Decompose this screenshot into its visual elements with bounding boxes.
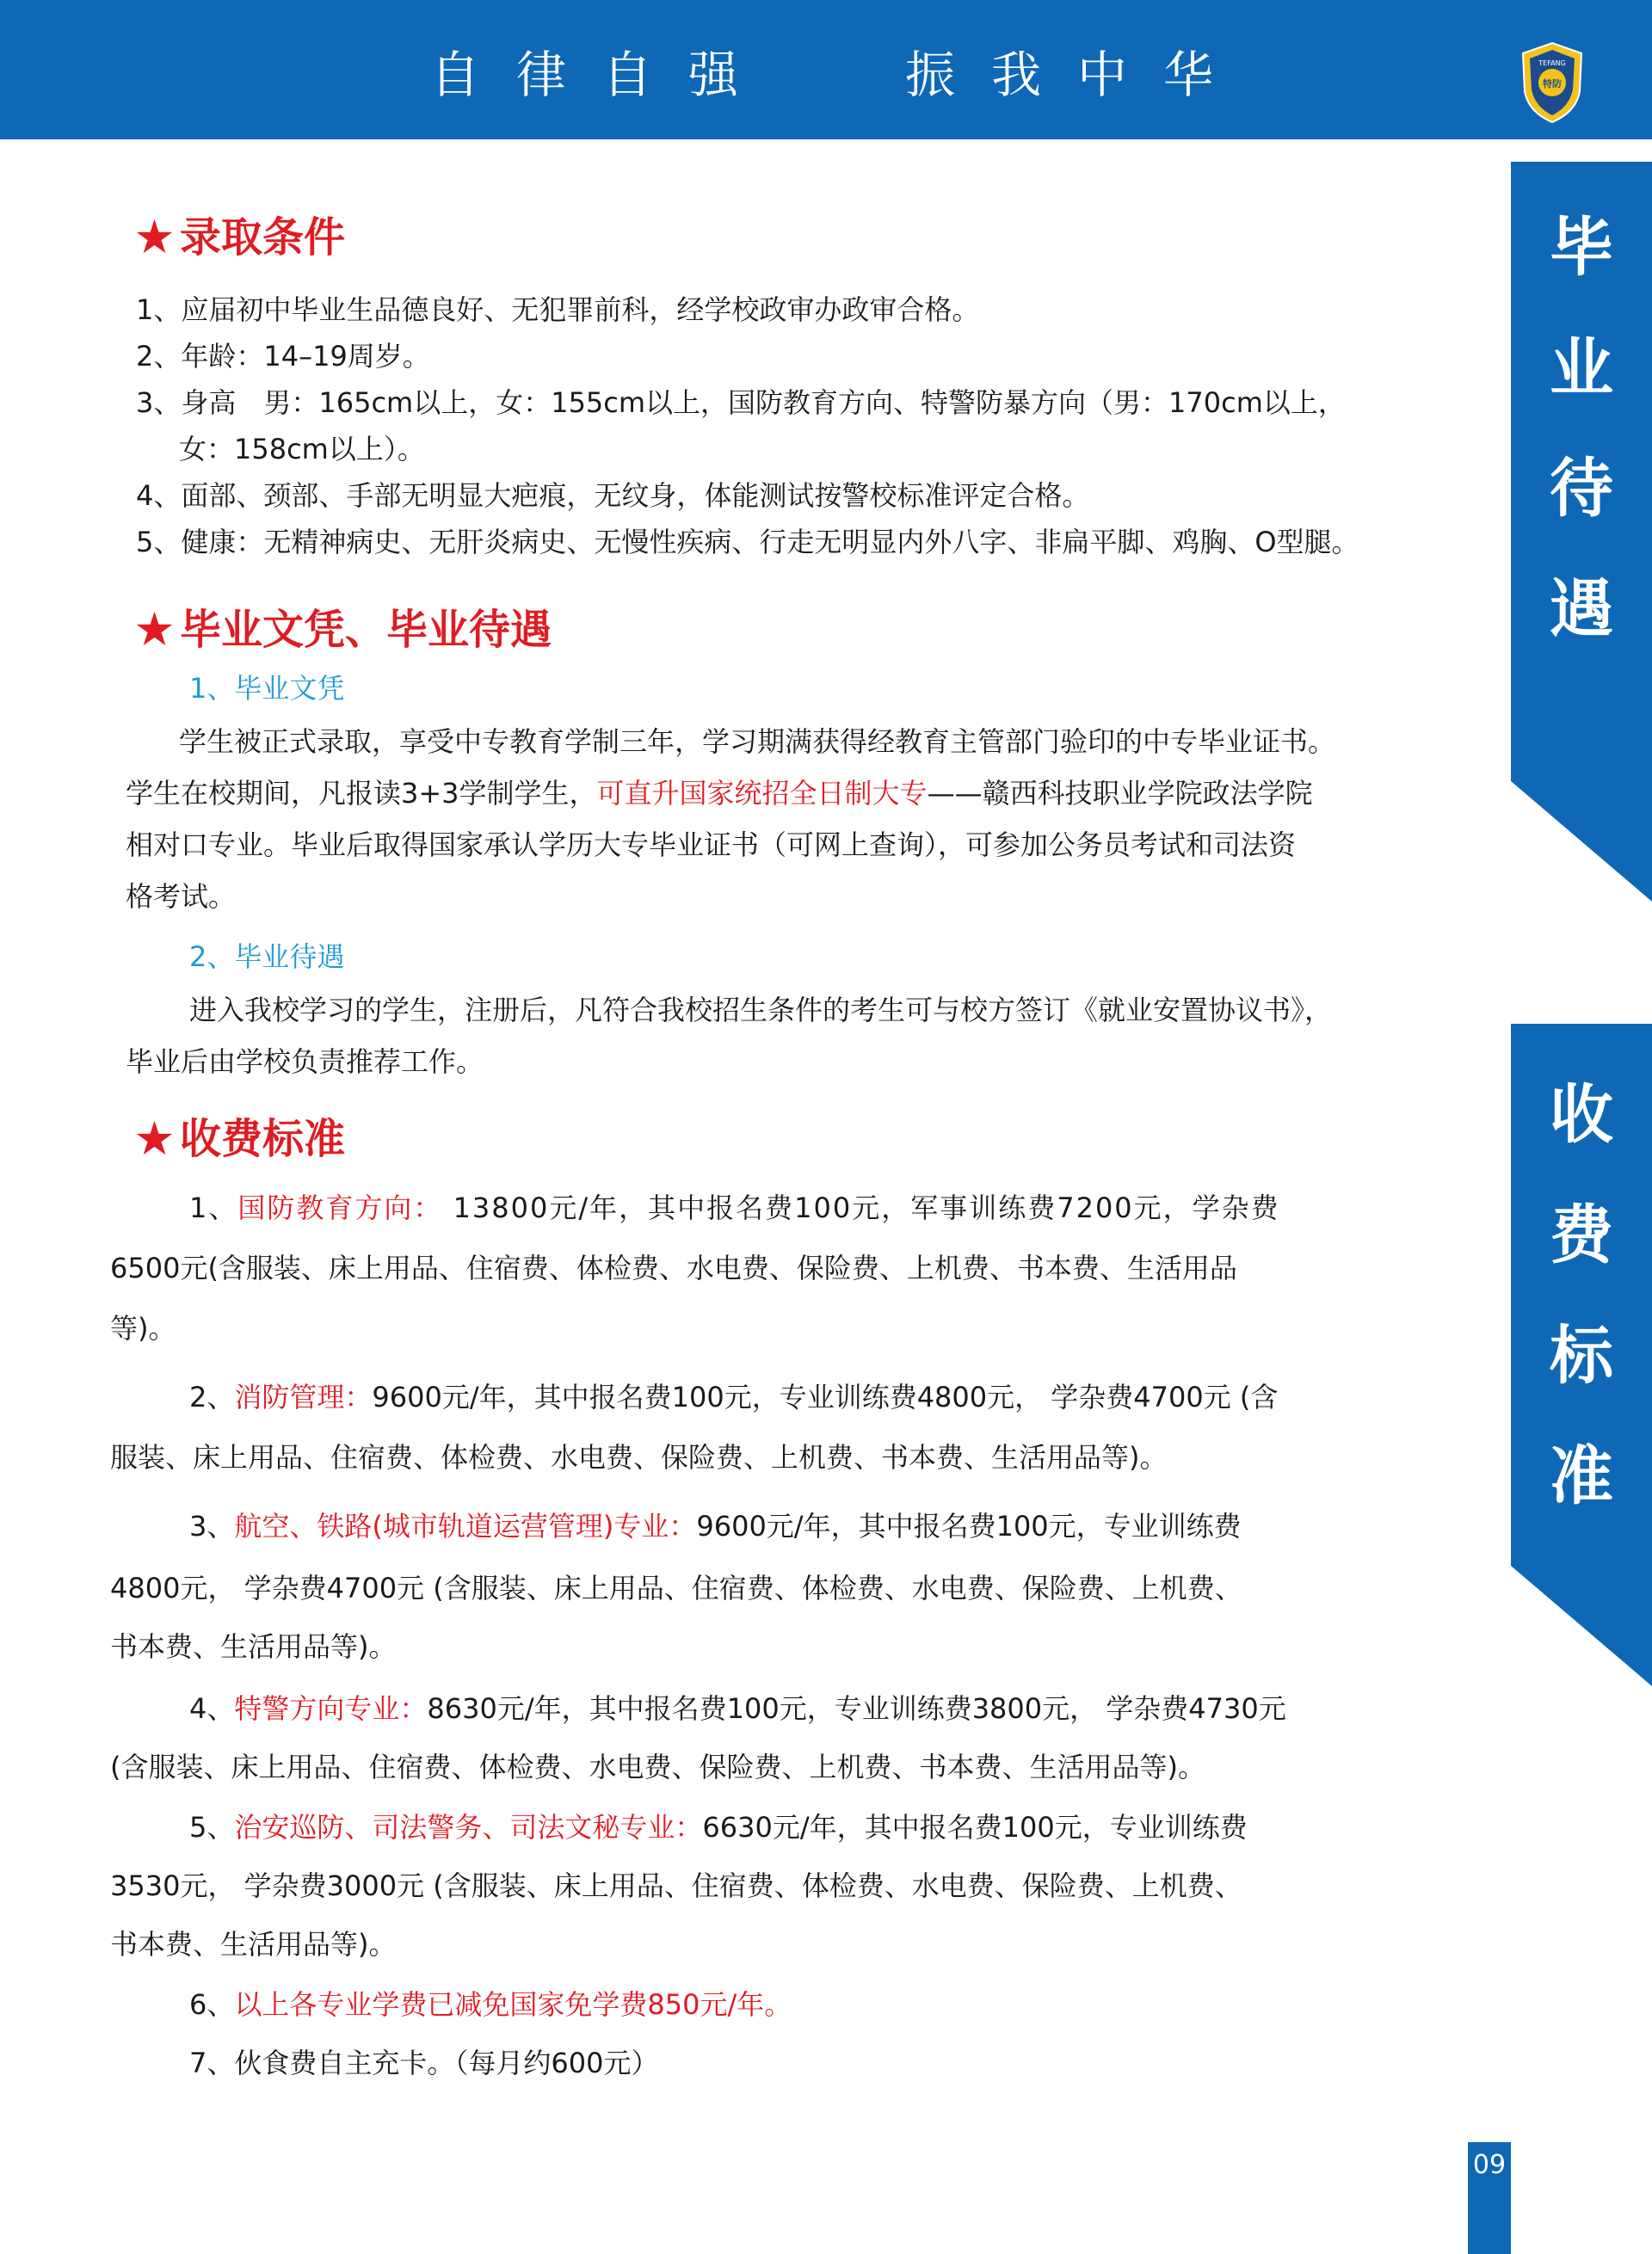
fee-item-4 — [189, 1688, 1286, 1729]
fee-item-2 — [189, 1376, 1278, 1418]
highlight-text: 国防教育方向： — [237, 1192, 443, 1224]
paragraph-line: 学生被正式录取，享受中专教育学制三年，学习期满获得经教育主管部门验印的中专毕业证书。 — [179, 725, 1336, 758]
admission-line: 4、面部、颈部、手部无明显大疤痕，无纹身，体能测试按警校标准评定合格。 — [136, 479, 1090, 512]
tab1-char: 待 — [1550, 452, 1613, 526]
header-band — [0, 0, 1652, 139]
side-tab-graduation — [1511, 162, 1652, 781]
section-title-text: 录取条件 — [180, 213, 346, 262]
admission-line: 5、健康：无精神病史、无肝炎病史、无慢性疾病、行走无明显内外八字、非扁平脚、鸡胸、O型腿。 — [136, 526, 1359, 558]
side-tab-fees-tail — [1511, 1566, 1652, 1686]
fee-item-line: 服装、床上用品、住宿费、体检费、水电费、保险费、上机费、书本费、生活用品等)。 — [110, 1441, 1168, 1474]
badge-top-text: TEFANG — [1538, 59, 1566, 67]
highlight-text: 可直升国家统招全日制大专 — [596, 777, 928, 810]
fee-item-line: 书本费、生活用品等)。 — [110, 1630, 397, 1663]
star-icon: ★ — [136, 606, 174, 654]
highlight-text: 航空、铁路(城市轨道运营管理)专业： — [234, 1510, 697, 1543]
fee-item-6 — [189, 1984, 792, 2025]
paragraph-line — [126, 773, 1313, 814]
motto-right: 振我中华 — [905, 46, 1250, 104]
paragraph-line: 进入我校学习的学生，注册后，凡符合我校招生条件的考生可与校方签订《就业安置协议书》， — [189, 994, 1333, 1026]
text-run: 8630元/年，其中报名费100元，专业训练费3800元， 学杂费4730元 — [427, 1692, 1286, 1725]
star-icon: ★ — [136, 213, 174, 262]
fee-item-line: 书本费、生活用品等)。 — [110, 1928, 397, 1961]
highlight-text: 特警方向专业： — [234, 1692, 428, 1725]
admission-line: 女：158cm以上）。 — [179, 433, 425, 465]
side-tab-graduation-tail — [1511, 781, 1652, 902]
paragraph-line: 相对口专业。毕业后取得国家承认学历大专毕业证书（可网上查询），可参加公务员考试和司法资 — [126, 828, 1297, 861]
subheading-diploma: 1、毕业文凭 — [189, 672, 345, 705]
fee-item-line: (含服装、床上用品、住宿费、体检费、水电费、保险费、上机费、书本费、生活用品等)。 — [110, 1751, 1205, 1783]
paragraph-line: 毕业后由学校负责推荐工作。 — [126, 1045, 484, 1078]
fee-item-line: 4800元， 学杂费4700元 (含服装、床上用品、住宿费、体检费、水电费、保险费、上机费、 — [110, 1572, 1242, 1604]
side-tab-fees — [1511, 1024, 1652, 1566]
fee-item-3 — [189, 1506, 1242, 1547]
fee-item-7: 7、伙食费自主充卡。（每月约600元） — [189, 2047, 659, 2079]
admission-line: 2、年龄：14–19周岁。 — [136, 340, 430, 373]
item-number: 3、 — [189, 1510, 235, 1543]
tab2-char: 收 — [1550, 1078, 1613, 1152]
section-title-text: 毕业文凭、毕业待遇 — [180, 606, 552, 654]
fee-item-1 — [189, 1187, 1280, 1229]
admission-line: 1、应届初中毕业生品德良好、无犯罪前科，经学校政审办政审合格。 — [136, 293, 980, 326]
tab1-char: 业 — [1550, 331, 1613, 405]
subheading-treatment: 2、毕业待遇 — [189, 940, 345, 973]
police-badge-icon — [1519, 41, 1585, 124]
star-icon: ★ — [136, 1115, 174, 1163]
admission-line: 3、身高 男：165cm以上，女：155cm以上，国防教育方向、特警防暴方向（男：170cm以上， — [136, 386, 1346, 419]
item-number: 1、 — [189, 1192, 238, 1224]
item-number: 6、 — [189, 1988, 235, 2021]
fee-item-line: 6500元(含服装、床上用品、住宿费、体检费、水电费、保险费、上机费、书本费、生活用品 — [110, 1252, 1237, 1284]
page-number: 09 — [1468, 2142, 1511, 2254]
tab2-char: 费 — [1550, 1198, 1613, 1272]
text-run: 9600元/年，其中报名费100元，专业训练费 — [696, 1510, 1242, 1543]
section-title-graduation — [136, 604, 552, 656]
item-number: 2、 — [189, 1381, 235, 1413]
item-number: 5、 — [189, 1811, 235, 1844]
section-title-fees — [136, 1113, 345, 1165]
section-title-text: 收费标准 — [180, 1115, 346, 1163]
badge-main-text: 特防 — [1543, 78, 1562, 89]
item-number: 4、 — [189, 1692, 235, 1725]
fee-item-line: 3530元， 学杂费3000元 (含服装、床上用品、住宿费、体检费、水电费、保险费、上机费、 — [110, 1869, 1242, 1902]
section-title-admission — [136, 212, 345, 263]
text-run: 6630元/年，其中报名费100元，专业训练费 — [702, 1811, 1248, 1844]
text-run: ——赣西科技职业学院政法学院 — [927, 777, 1313, 810]
text-run: 9600元/年，其中报名费100元，专业训练费4800元， 学杂费4700元 (含 — [372, 1381, 1279, 1413]
text-run: 学生在校期间，凡报读3+3学制学生， — [126, 777, 597, 810]
highlight-text: 治安巡防、司法警务、司法文秘专业： — [234, 1811, 703, 1844]
fee-item-line: 等)。 — [110, 1312, 176, 1345]
tab2-char: 标 — [1550, 1319, 1613, 1393]
paragraph-line: 格考试。 — [126, 880, 237, 913]
text-run: 13800元/年，其中报名费100元，军事训练费7200元，学杂费 — [442, 1192, 1280, 1224]
highlight-text: 以上各专业学费已减免国家免学费850元/年。 — [234, 1988, 792, 2021]
highlight-text: 消防管理： — [234, 1381, 373, 1413]
tab1-char: 毕 — [1550, 211, 1613, 285]
fee-item-5 — [189, 1807, 1248, 1848]
tab1-char: 遇 — [1550, 572, 1613, 646]
tab2-char: 准 — [1550, 1439, 1613, 1513]
motto-left: 自律自强 — [430, 46, 775, 104]
